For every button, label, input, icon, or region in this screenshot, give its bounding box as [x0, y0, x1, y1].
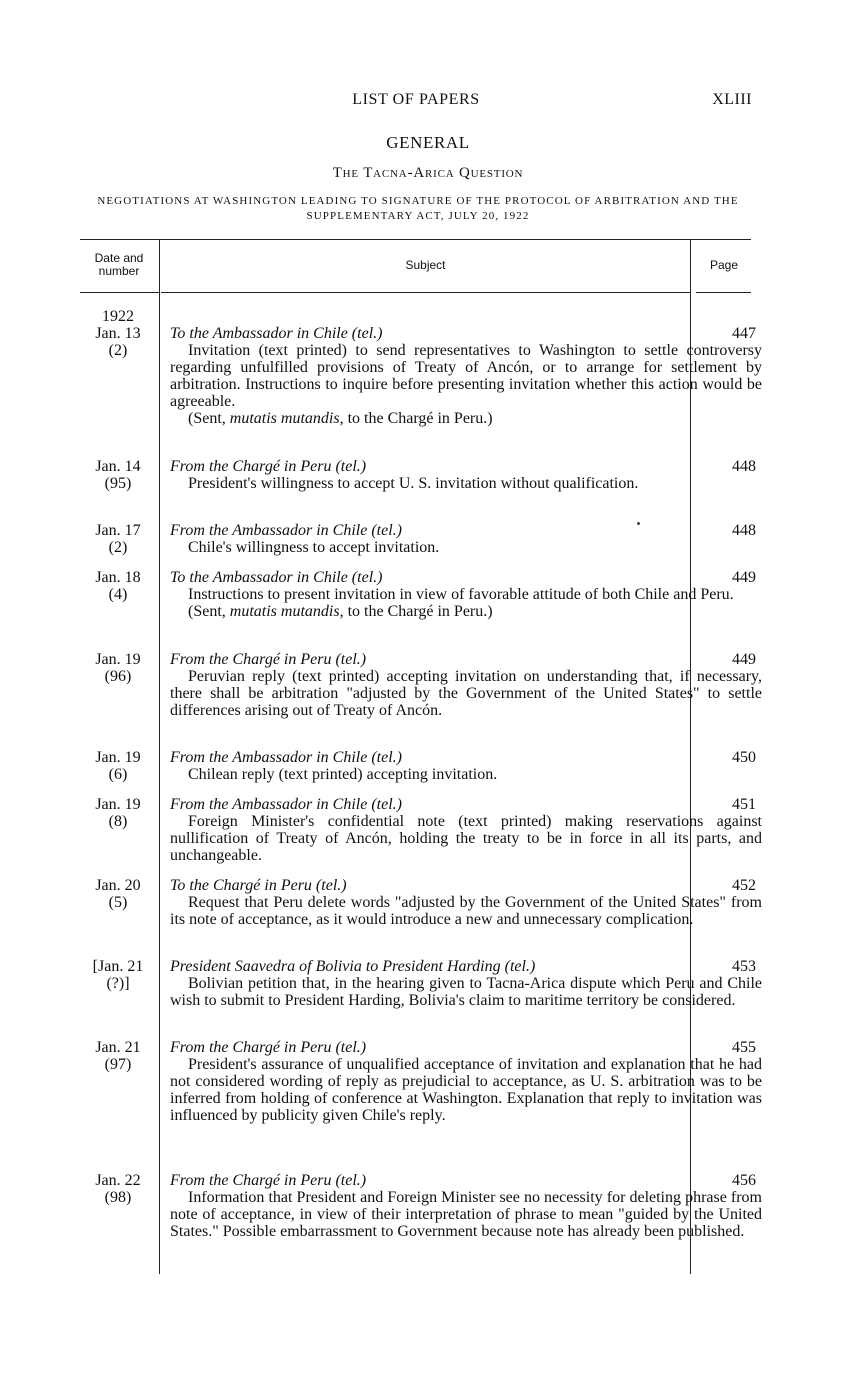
entry-date: Jan. 13 — [95, 325, 141, 342]
entry-number: (5) — [108, 894, 128, 911]
entry-page: 450 — [732, 749, 756, 766]
entry-page: 449 — [732, 651, 756, 668]
entry-heading: From the Chargé in Peru (tel.) — [170, 458, 367, 475]
entry-date: [Jan. 21 — [92, 958, 144, 975]
entry-heading: To the Ambassador in Chile (tel.) — [170, 325, 383, 342]
entry-number: (?)] — [106, 975, 130, 992]
entry-page: 453 — [732, 958, 756, 975]
running-head — [80, 91, 752, 113]
entry-date-number — [80, 796, 156, 830]
entry-note: (Sent, mutatis mutandis, to the Chargé in Peru.) — [188, 410, 493, 427]
section-title: GENERAL — [386, 133, 470, 152]
entry-number: (97) — [104, 1056, 132, 1073]
entry-number: (4) — [108, 586, 128, 603]
entry-date: Jan. 17 — [95, 522, 141, 539]
entry-number: (8) — [108, 813, 128, 830]
page-number: XLIII — [712, 91, 752, 108]
entry-page: 452 — [732, 877, 756, 894]
entry-page: 455 — [732, 1039, 756, 1056]
entry-subject — [170, 569, 762, 620]
entry-page: 447 — [732, 325, 756, 342]
entry-date-number — [80, 522, 156, 556]
entry-subject — [170, 749, 762, 783]
entry-date: Jan. 18 — [95, 569, 141, 586]
entry-date: Jan. 21 — [95, 1039, 141, 1056]
entry-number: (2) — [108, 539, 128, 556]
entry-date-number — [80, 458, 156, 492]
column-header-subject: Subject — [405, 258, 446, 272]
entry-heading: To the Ambassador in Chile (tel.) — [170, 569, 383, 586]
entry-text: President's assurance of unqualified acceptance of invitation and explanation that he had not considered wording of reply as prejudicial to acceptance, as U. S. arbitration was to be inferred from holding of conference at Washington. Explanation that reply to invitation was influenced by publicity given Chile's reply. — [170, 1056, 762, 1124]
entry-text: Chile's willingness to accept invitation. — [188, 539, 440, 556]
entry-heading: To the Chargé in Peru (tel.) — [170, 877, 347, 894]
column-divider-left — [159, 240, 160, 1274]
entry-subject — [170, 458, 762, 492]
entry-number: (98) — [104, 1189, 132, 1206]
entry-text: Peruvian reply (text printed) accepting invitation on understanding that, if necessary, there shall be arbitration "adjusted by the Government of the United States" to settle differences arising out of Treaty of Ancón. — [170, 668, 762, 719]
entry-subject — [170, 1172, 762, 1240]
entry-date-number — [80, 651, 156, 685]
header-rule-date — [80, 292, 159, 293]
header-rule-subject — [161, 292, 690, 293]
entry-year: 1922 — [102, 308, 134, 325]
entry-heading: From the Ambassador in Chile (tel.) — [170, 796, 402, 813]
entry-text: Information that President and Foreign Minister see no necessity for deleting phrase from note of acceptance, in view of their interpretation of phrase to mean "guided by the United States." Possible embarrassment to Government because note has already been published. — [170, 1189, 762, 1240]
entry-text: Bolivian petition that, in the hearing given to Tacna-Arica dispute which Peru and Chile wish to submit to President Harding, Bolivia's claim to maritime territory be considered. — [170, 975, 762, 1009]
entry-number: (96) — [104, 668, 132, 685]
entry-date: Jan. 22 — [95, 1172, 141, 1189]
entry-text: Invitation (text printed) to send representatives to Washington to settle controversy regarding unfulfilled provisions of Treaty of Ancón, or to arrange for settlement by arbitration. Instructions to inquire before presenting invitation whether this action would be agreeable. — [170, 342, 762, 410]
entry-date-number — [80, 1039, 156, 1073]
entry-subject — [170, 522, 762, 556]
column-header-page: Page — [709, 258, 739, 272]
column-header-date: Date and number — [94, 251, 144, 278]
print-speck — [637, 522, 640, 525]
entry-date-number — [80, 1172, 156, 1206]
entry-date: Jan. 19 — [95, 749, 141, 766]
entry-text: Chilean reply (text printed) accepting invitation. — [188, 766, 498, 783]
entry-heading: From the Ambassador in Chile (tel.) — [170, 522, 402, 539]
entry-number: (6) — [108, 766, 128, 783]
entry-date-number — [80, 569, 156, 603]
entry-heading: From the Chargé in Peru (tel.) — [170, 1039, 367, 1056]
entry-date: Jan. 19 — [95, 651, 141, 668]
entry-date: Jan. 14 — [95, 458, 141, 475]
entry-date-number — [80, 308, 156, 359]
entry-subject — [170, 651, 762, 719]
entry-subject — [170, 325, 762, 427]
entry-text: Request that Peru delete words "adjusted by the Government of the United States" from its note of acceptance, as it would introduce a new and unnecessary complication. — [170, 894, 762, 928]
running-title: LIST OF PAPERS — [352, 91, 480, 108]
entry-subject — [170, 1039, 762, 1124]
subsection-title: The Tacna-Arica Question — [332, 165, 524, 181]
entry-note: (Sent, mutatis mutandis, to the Chargé in Peru.) — [188, 603, 493, 620]
entry-page: 451 — [732, 796, 756, 813]
entry-page: 456 — [732, 1172, 756, 1189]
entry-number: (95) — [104, 475, 132, 492]
entry-subject — [170, 877, 762, 928]
negotiations-heading: NEGOTIATIONS AT WASHINGTON LEADING TO SIGNATURE OF THE PROTOCOL OF ARBITRATION AND THE SUPPLEMENTARY ACT, JULY 20, 1922 — [97, 195, 739, 222]
entry-number: (2) — [108, 342, 128, 359]
entry-subject — [170, 796, 762, 864]
entry-heading: From the Chargé in Peru (tel.) — [170, 1172, 367, 1189]
entry-heading: President Saavedra of Bolivia to President Harding (tel.) — [170, 958, 536, 975]
entry-text: President's willingness to accept U. S. invitation without qualification. — [188, 475, 639, 492]
entry-page: 448 — [732, 458, 756, 475]
table-top-rule — [80, 239, 751, 240]
entry-date-number — [80, 877, 156, 911]
entry-date-number — [80, 958, 156, 992]
entry-page: 449 — [732, 569, 756, 586]
entry-date: Jan. 19 — [95, 796, 141, 813]
entry-text: Foreign Minister's confidential note (text printed) making reservations against nullification of Treaty of Ancón, holding the treaty to be in force in all its parts, and unchangeable. — [170, 813, 762, 864]
entry-date-number — [80, 749, 156, 783]
header-rule-page — [696, 292, 751, 293]
entry-page: 448 — [732, 522, 756, 539]
entry-subject — [170, 958, 762, 1009]
entry-heading: From the Ambassador in Chile (tel.) — [170, 749, 402, 766]
entry-text: Instructions to present invitation in view of favorable attitude of both Chile and Peru. — [188, 586, 734, 603]
entry-date: Jan. 20 — [95, 877, 141, 894]
entry-heading: From the Chargé in Peru (tel.) — [170, 651, 367, 668]
